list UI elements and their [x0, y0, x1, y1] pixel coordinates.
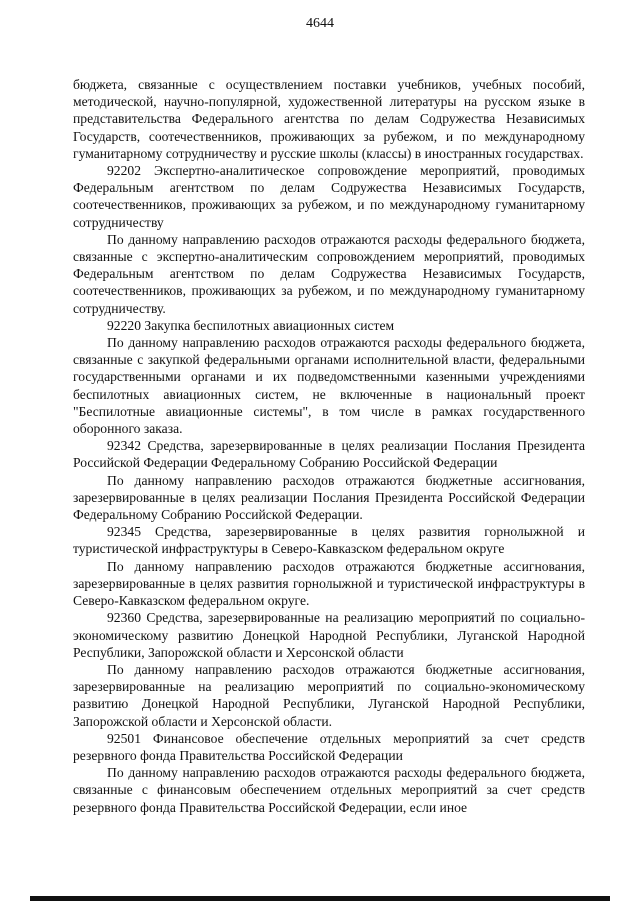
paragraph-heading-92501: 92501 Финансовое обеспечение отдельных мероприятий за счет средств резервного фонда Правительства Российской Федерации — [73, 730, 585, 763]
paragraph-92360-description: По данному направлению расходов отражаются бюджетные ассигнования, зарезервированные на реализацию мероприятий по социально-экономическому развитию Донецкой Народной Республики, Луганской Народной Республики, Запорожской области и Херсонской области. — [73, 661, 585, 729]
paragraph-92342-description: По данному направлению расходов отражаются бюджетные ассигнования, зарезервированные в целях реализации Послания Президента Российской Федерации Федеральному Собранию Российской Федерации. — [73, 472, 585, 523]
paragraph-92220-description: По данному направлению расходов отражаются расходы федерального бюджета, связанные с закупкой федеральными органами исполнительной власти, федеральными государственными органами и их подведомственными казенными учреждениями беспилотных авиационных систем, не включенные в национальный проект "Беспилотные авиационные системы", в том числе в рамках государственного оборонного заказа. — [73, 335, 585, 437]
paragraph-92345-description: По данному направлению расходов отражаются бюджетные ассигнования, зарезервированные в целях развития горнолыжной и туристической инфраструктуры в Северо-Кавказском федеральном округе. — [73, 558, 585, 609]
document-body — [73, 76, 585, 816]
paragraph-92202-description: По данному направлению расходов отражаются расходы федерального бюджета, связанные с экспертно-аналитическим сопровождением мероприятий, проводимых Федеральным агентством по делам Содружества Независимых Государств, соотечественников, проживающих за рубежом, и по международному гуманитарному сотрудничеству. — [73, 231, 585, 316]
paragraph-heading-92220: 92220 Закупка беспилотных авиационных систем — [107, 317, 395, 333]
paragraph-92501-description: По данному направлению расходов отражаются расходы федерального бюджета, связанные с финансовым обеспечением отдельных мероприятий за счет средств резервного фонда Правительства Российской Федерации, если иное — [73, 765, 585, 815]
paragraph-heading-92345: 92345 Средства, зарезервированные в целях развития горнолыжной и туристической инфраструктуры в Северо-Кавказском федеральном округе — [73, 524, 585, 557]
paragraph-heading-92342: 92342 Средства, зарезервированные в целях реализации Послания Президента Российской Федерации Федеральному Собранию Российской Федерации — [73, 438, 585, 471]
page-bottom-rule — [30, 896, 610, 901]
paragraph-continuation: бюджета, связанные с осуществлением поставки учебников, учебных пособий, методической, научно-популярной, художественной литературы на русском языке в представительства Федерального агентства по делам Содружества Независимых Государств, соотечественников, проживающих за рубежом, и по международному гуманитарному сотрудничеству и русские школы (классы) в иностранных государствах. — [73, 77, 585, 161]
paragraph-heading-92360: 92360 Средства, зарезервированные на реализацию мероприятий по социально-экономическому развитию Донецкой Народной Республики, Луганской Народной Республики, Запорожской области и Херсонской области — [73, 610, 585, 660]
page-number: 4644 — [306, 16, 334, 31]
paragraph-heading-92202: 92202 Экспертно-аналитическое сопровождение мероприятий, проводимых Федеральным агентством по делам Содружества Независимых Государств, соотечественников, проживающих за рубежом, и по международному гуманитарному сотрудничеству — [73, 163, 585, 230]
